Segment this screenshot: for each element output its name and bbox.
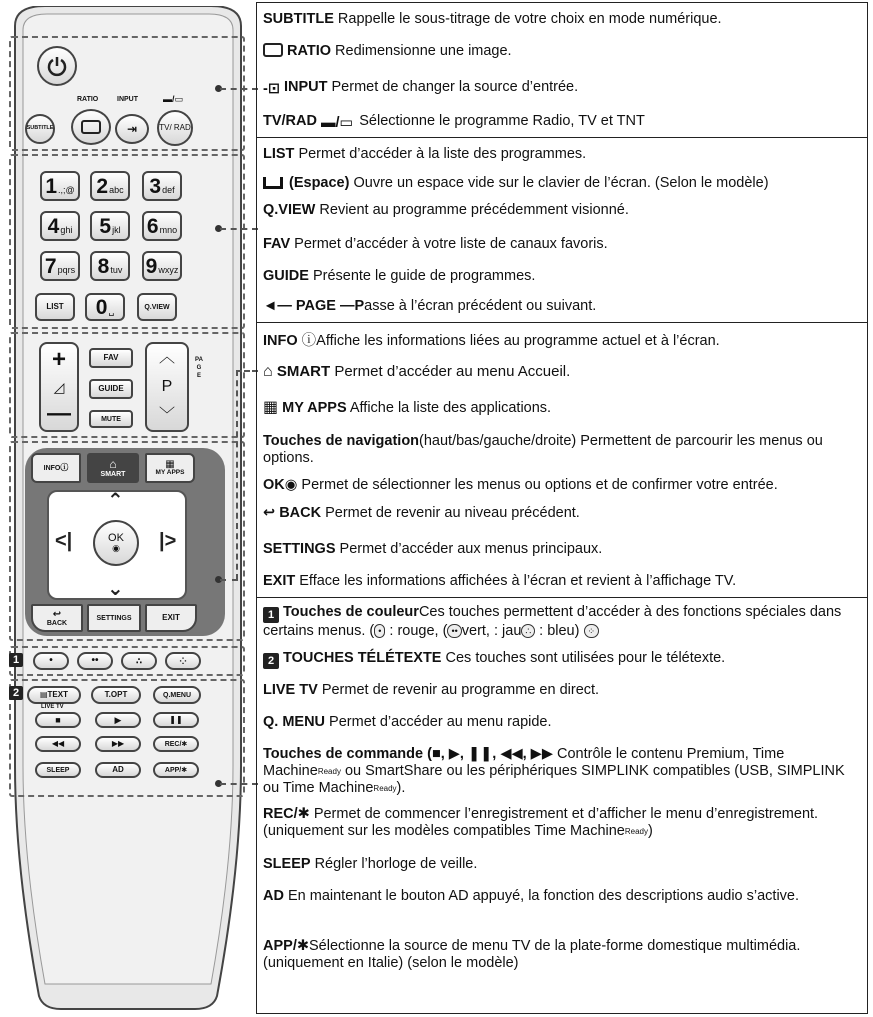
digit: 5 xyxy=(99,214,112,238)
desc-app: APP/✱Sélectionne la source de menu TV de la plate-forme domestique multimédia. (uniquement en Italie) (selon le modèle) xyxy=(263,938,801,971)
text-button[interactable] xyxy=(27,686,81,704)
ratio-button[interactable] xyxy=(71,109,111,145)
channel-up-icon: ︿ xyxy=(158,349,175,367)
tvrad-icon: ▬/▭ xyxy=(321,115,354,131)
letters: jkl xyxy=(112,224,121,235)
input-label: INPUT xyxy=(117,96,138,103)
guide-button[interactable]: GUIDE xyxy=(89,379,133,399)
group-navigation xyxy=(257,323,867,598)
digit: 7 xyxy=(44,254,57,278)
info-button[interactable] xyxy=(31,453,81,483)
power-button[interactable] xyxy=(37,46,77,86)
qmenu-button[interactable]: Q.MENU xyxy=(153,686,201,704)
channel-down-icon: ﹀ xyxy=(158,406,175,424)
desc-navigation: Touches de navigation(haut/bas/gauche/droite) Permettent de parcourir les menus ou options. xyxy=(263,433,823,466)
smart-label: SMART xyxy=(100,470,126,478)
subtitle-button[interactable]: SUBTITLE xyxy=(25,114,55,144)
apps-grid-icon: ▦ xyxy=(165,458,175,470)
desc-fav: FAV Permet d’accéder à votre liste de canaux favoris. xyxy=(263,236,608,252)
digit: 3 xyxy=(149,174,162,198)
page-arrow-icon: ◄— xyxy=(263,298,296,314)
qview-button[interactable]: Q.VIEW xyxy=(137,293,177,321)
digit: 4 xyxy=(47,214,60,238)
text-icon: ▤ xyxy=(39,690,48,699)
fastforward-button[interactable]: ▶▶ xyxy=(95,736,141,752)
blue-button-icon: ⁘ xyxy=(584,624,600,638)
blue-button[interactable]: ⁘ xyxy=(165,652,201,670)
desc-settings: SETTINGS Permet d’accéder aux menus principaux. xyxy=(263,541,603,557)
app-button[interactable]: APP/✱ xyxy=(153,762,199,778)
ratio-label: RATIO xyxy=(77,96,99,103)
ok-label: OK xyxy=(108,532,124,544)
input-button[interactable] xyxy=(115,114,149,144)
desc-back: ↩ BACK Permet de revenir au niveau précédent. xyxy=(263,505,580,521)
letters: abc xyxy=(109,184,124,195)
desc-exit: EXIT Efface les informations affichées à l’écran et revient à l’affichage TV. xyxy=(263,573,737,589)
desc-info: INFO ⓘAffiche les informations liées au programme actuel et à l’écran. xyxy=(263,333,720,349)
leader-line xyxy=(220,783,258,785)
desc-color-keys: 1 Touches de couleurCes touches permettent d’accéder à des fonctions spéciales dans certains menus. ( • : rouge, ( •• vert, : jau ∴ : bleu) ⁘ xyxy=(263,604,842,639)
home-icon: ⌂ xyxy=(109,456,117,471)
volume-down-glyph: — xyxy=(47,400,71,427)
info-label: INFO xyxy=(43,464,61,472)
ratio-icon xyxy=(81,120,101,134)
myapps-button[interactable] xyxy=(145,453,195,483)
number-button-1[interactable] xyxy=(40,171,80,201)
number-button-7[interactable] xyxy=(40,251,80,281)
group-power xyxy=(257,3,867,138)
channel-rocker[interactable] xyxy=(145,342,189,432)
group-numbers xyxy=(257,138,867,323)
tvrad-icons: ▬/▭ xyxy=(163,94,184,104)
letters: tuv xyxy=(110,264,123,275)
desc-qmenu: Q. MENU Permet d’accéder au menu rapide. xyxy=(263,714,552,730)
red-button-icon: • xyxy=(374,624,385,638)
sleep-button[interactable]: SLEEP xyxy=(35,762,81,778)
page-arrow-icon: —P xyxy=(335,298,365,314)
number-button-5[interactable] xyxy=(90,211,130,241)
home-icon: ⌂ xyxy=(263,363,273,380)
number-button-6[interactable] xyxy=(142,211,182,241)
ratio-icon xyxy=(263,43,283,57)
desc-guide: GUIDE Présente le guide de programmes. xyxy=(263,268,536,284)
info-icon: ⓘ xyxy=(301,333,317,349)
zero-button[interactable] xyxy=(85,293,125,321)
stop-button[interactable]: ■ xyxy=(35,712,81,728)
livetv-label: LIVE TV xyxy=(41,704,64,710)
exit-button[interactable]: EXIT xyxy=(145,604,197,632)
smart-button[interactable] xyxy=(87,453,139,483)
desc-ok: OK◉ Permet de sélectionner les menus ou options et de confirmer votre entrée. xyxy=(263,477,778,493)
leader-line xyxy=(220,88,258,90)
ok-icon: ◉ xyxy=(112,543,120,553)
channel-p-label: P xyxy=(161,377,173,395)
desc-sleep: SLEEP Régler l’horloge de veille. xyxy=(263,856,478,872)
description-panel xyxy=(256,2,868,1014)
topt-button[interactable]: T.OPT xyxy=(91,686,141,704)
letters: wxyz xyxy=(158,264,179,275)
text-label: TEXT xyxy=(47,690,68,699)
desc-qview: Q.VIEW Revient au programme précédemment visionné. xyxy=(263,202,629,218)
leader-line xyxy=(236,370,258,372)
volume-icon: ◿ xyxy=(53,379,65,395)
marker-1: 1 xyxy=(263,607,279,623)
letters: .,;@ xyxy=(58,184,75,195)
mute-button[interactable]: MUTE xyxy=(89,410,133,428)
settings-button[interactable]: SETTINGS xyxy=(87,604,141,632)
list-button[interactable]: LIST xyxy=(35,293,75,321)
desc-livetv: LIVE TV Permet de revenir au programme en direct. xyxy=(263,682,600,698)
desc-input: -⊡ INPUT Permet de changer la source d’entrée. xyxy=(263,79,579,97)
marker-2: 2 xyxy=(263,653,279,669)
leader-line xyxy=(236,370,238,580)
letters: pqrs xyxy=(57,264,76,275)
number-button-2[interactable] xyxy=(90,171,130,201)
green-button[interactable]: •• xyxy=(77,652,113,670)
power-icon xyxy=(46,55,68,77)
right-arrow-icon[interactable]: |> xyxy=(159,530,177,552)
yellow-button-icon: ∴ xyxy=(521,624,535,638)
yellow-button[interactable]: ∴ xyxy=(121,652,157,670)
desc-teletext: 2 TOUCHES TÉLÉTEXTE Ces touches sont utilisées pour le télétexte. xyxy=(263,650,859,669)
volume-rocker[interactable] xyxy=(39,342,79,432)
info-icon: ⓘ xyxy=(60,463,69,472)
marker-1: 1 xyxy=(9,653,23,667)
letters: mno xyxy=(159,224,178,235)
desc-smart: ⌂ SMART Permet d’accéder au menu Accueil. xyxy=(263,363,571,380)
space-glyph: ␣ xyxy=(108,305,115,316)
number-button-3[interactable] xyxy=(142,171,182,201)
space-icon xyxy=(263,177,283,189)
input-icon: ⇥ xyxy=(126,122,138,136)
number-button-4[interactable] xyxy=(40,211,80,241)
back-button[interactable] xyxy=(31,604,83,632)
rewind-button[interactable]: ◀◀ xyxy=(35,736,81,752)
marker-2: 2 xyxy=(9,686,23,700)
digit: 9 xyxy=(145,254,158,278)
myapps-label: MY APPS xyxy=(155,468,185,476)
input-icon: -⊡ xyxy=(263,81,280,97)
desc-myapps: ▦ MY APPS Affiche la liste des applications. xyxy=(263,399,552,416)
volume-up-glyph: + xyxy=(51,346,66,373)
page-side-label: PAGE xyxy=(195,357,203,379)
back-label: BACK xyxy=(46,619,68,627)
letters: ghi xyxy=(60,224,73,235)
desc-ad: AD En maintenant le bouton AD appuyé, la fonction des descriptions audio s’active. xyxy=(263,888,800,904)
tvrad-button[interactable]: TV/ RAD xyxy=(157,110,193,146)
rec-button[interactable]: REC/✱ xyxy=(153,736,199,752)
green-button-icon: •• xyxy=(447,624,461,638)
left-arrow-icon[interactable]: <| xyxy=(55,530,73,552)
desc-ratio: RATIO Redimensionne une image. xyxy=(263,43,859,60)
group-playback xyxy=(257,598,867,1015)
pause-button[interactable]: ❚❚ xyxy=(153,712,199,728)
desc-rec: REC/✱ Permet de commencer l’enregistrement et d’afficher le menu d’enregistrement.(uniquement sur les modèles compatibles Time Machine$^{Ready}$) xyxy=(263,806,819,839)
ok-button[interactable] xyxy=(93,520,139,566)
apps-grid-icon: ▦ xyxy=(263,399,279,416)
down-arrow-icon[interactable]: ⌄ xyxy=(107,578,124,600)
back-icon: ↩ xyxy=(263,505,276,521)
play-button[interactable]: ▶ xyxy=(95,712,141,728)
ad-button[interactable]: AD xyxy=(95,762,141,778)
digit: 6 xyxy=(146,214,159,238)
desc-page: ◄— PAGE —Passe à l’écran précédent ou suivant. xyxy=(263,298,597,314)
zero-digit: 0 xyxy=(95,295,108,319)
digit: 2 xyxy=(96,174,109,198)
up-arrow-icon[interactable]: ⌃ xyxy=(107,490,124,512)
fav-button[interactable]: FAV xyxy=(89,348,133,368)
desc-space: (Espace) Ouvre un espace vide sur le clavier de l’écran. (Selon le modèle) xyxy=(263,175,859,192)
desc-command: Touches de commande (■, ▶, ❚❚, ◀◀, ▶▶ Contrôle le contenu Premium, Time Machine$^{Ready}$ ou SmartShare ou les périphériques SIMPLINK compatibles (USB, SIMPLINK ou Time Machine$^{Ready}$). xyxy=(263,746,845,796)
number-button-9[interactable] xyxy=(142,251,182,281)
red-button[interactable]: • xyxy=(33,652,69,670)
digit: 8 xyxy=(97,254,110,278)
desc-subtitle: SUBTITLE Rappelle le sous-titrage de votre choix en mode numérique. xyxy=(263,11,722,27)
leader-line xyxy=(220,228,258,230)
remote-illustration xyxy=(5,6,251,1011)
ok-icon: ◉ xyxy=(284,477,298,493)
desc-tvrad: TV/RAD ▬/▭ Sélectionne le programme Radio, TV et TNT xyxy=(263,113,645,131)
number-button-8[interactable] xyxy=(90,251,130,281)
back-icon: ↩ xyxy=(52,608,62,620)
letters: def xyxy=(162,184,175,195)
desc-list: LIST Permet d’accéder à la liste des programmes. xyxy=(263,146,587,162)
digit: 1 xyxy=(45,174,58,198)
